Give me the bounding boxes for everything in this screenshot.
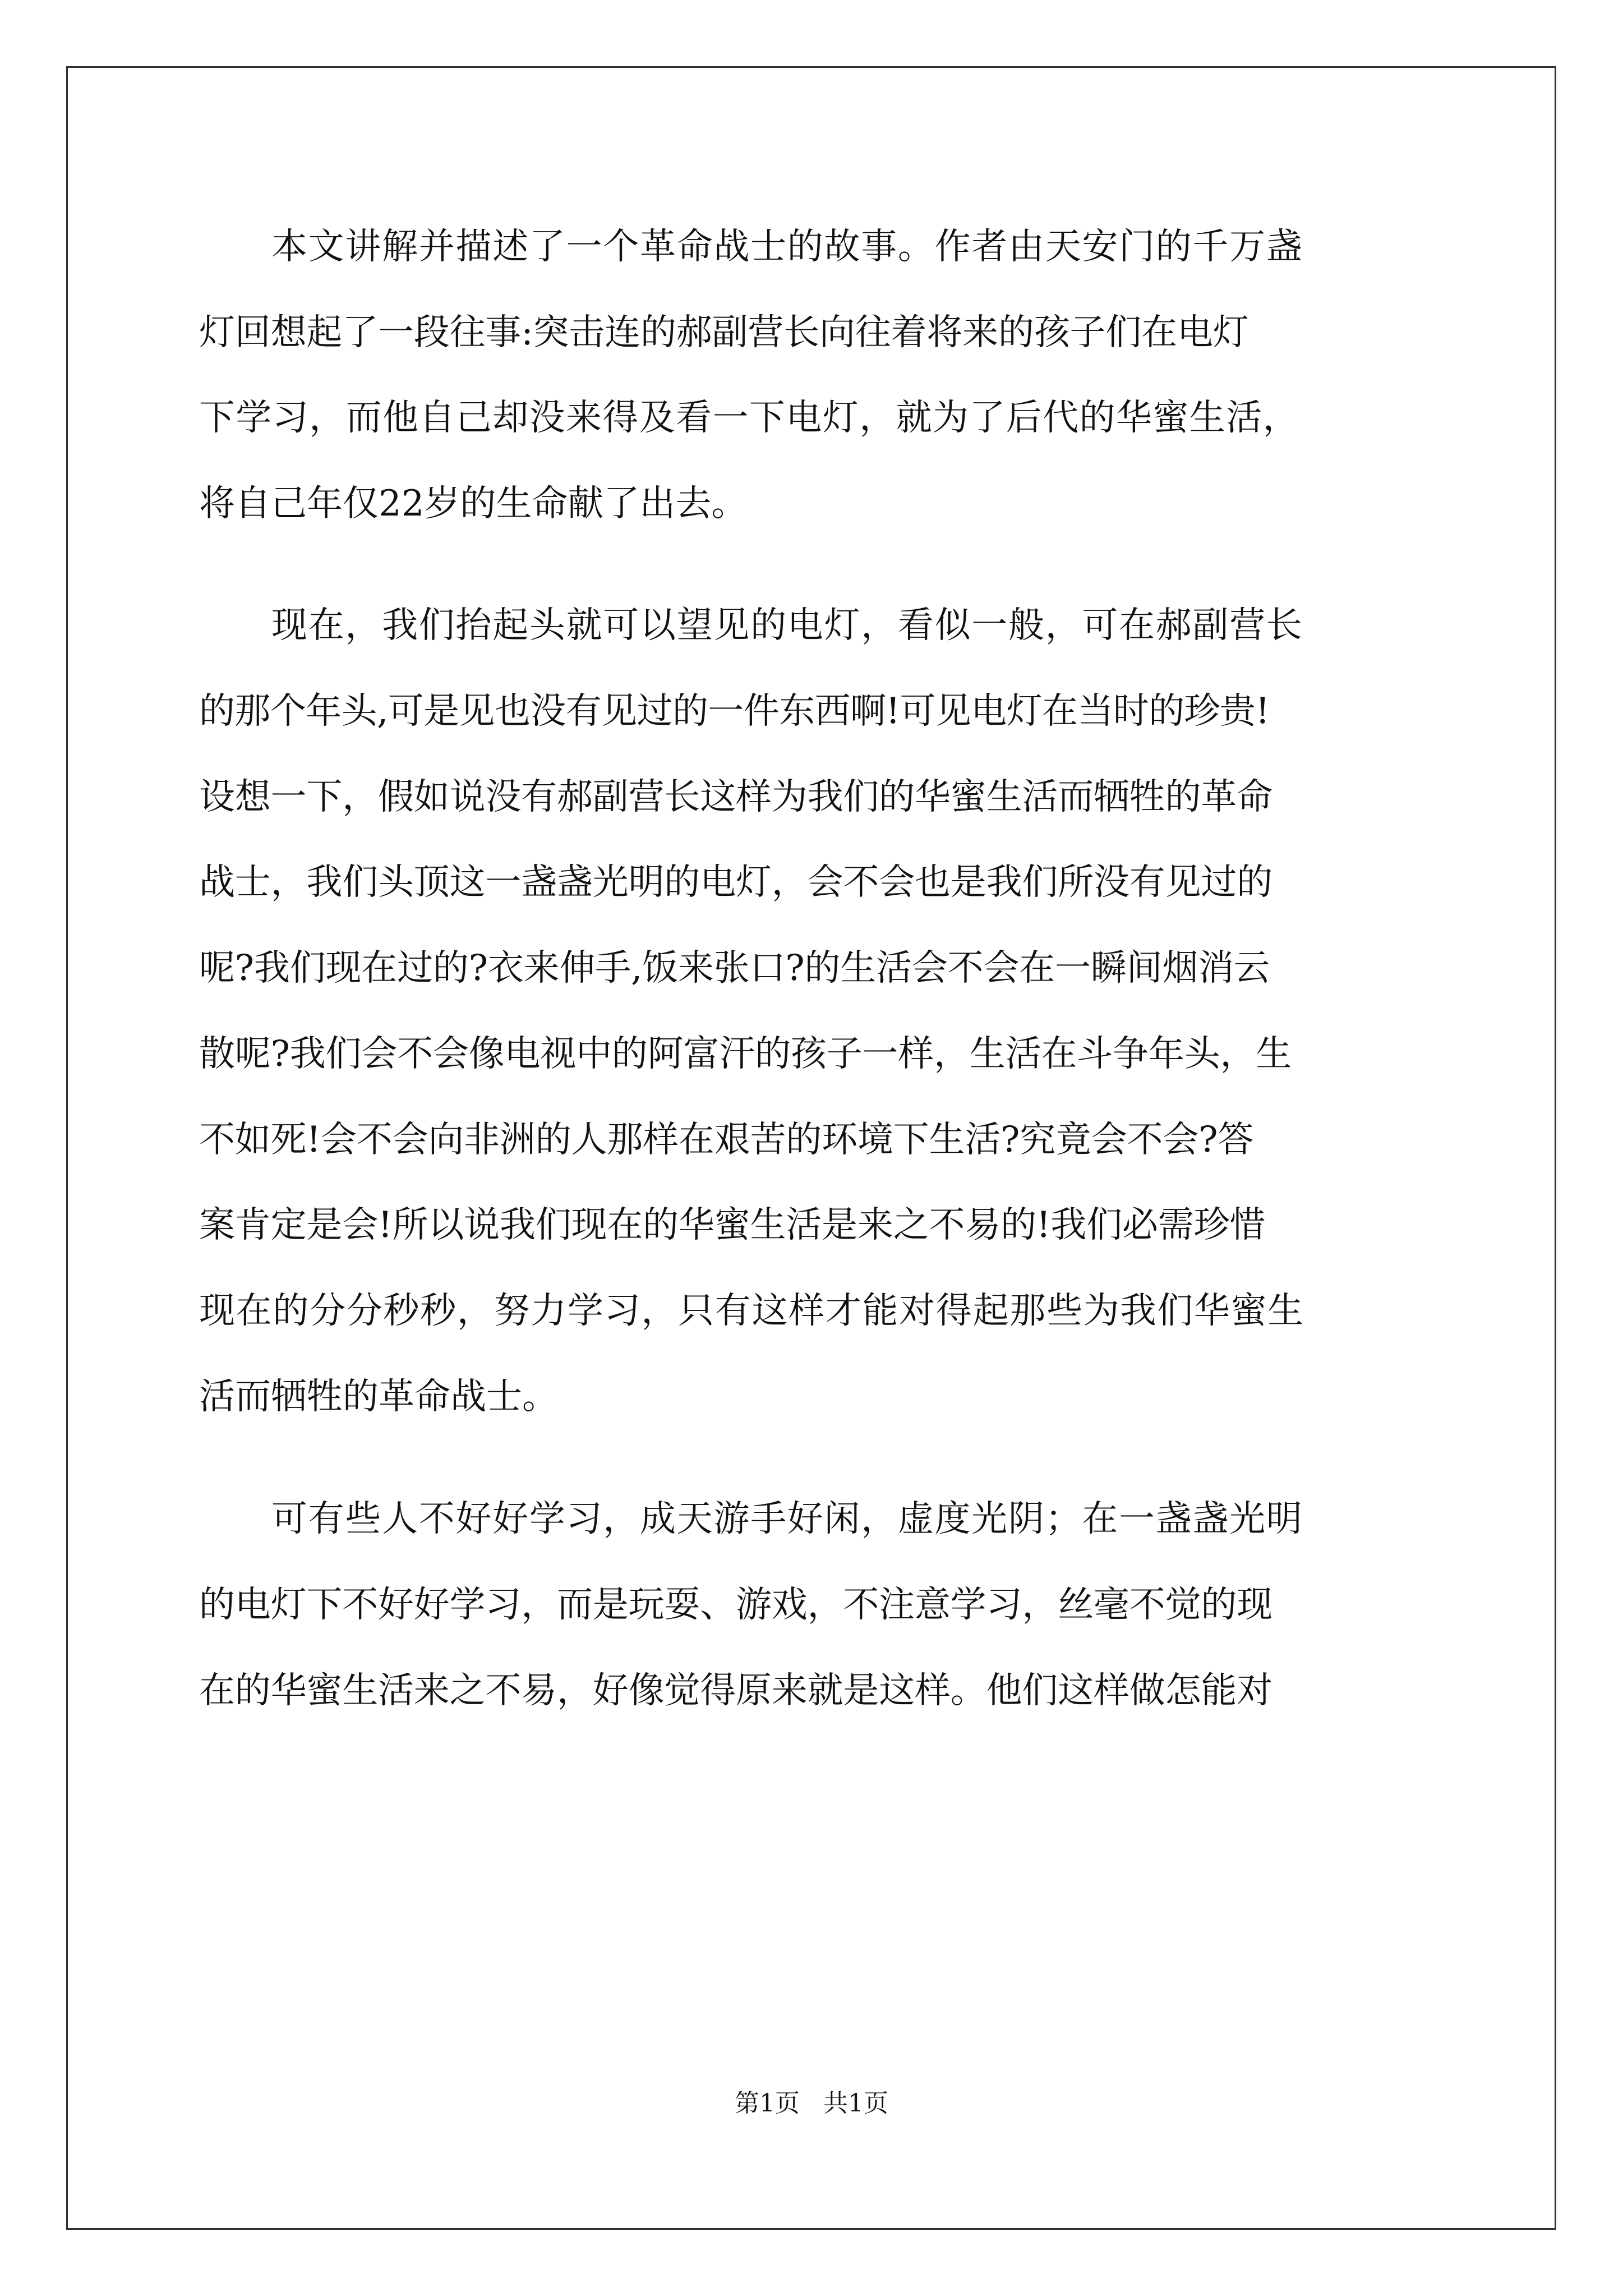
paragraph-2-line-1: 现在，我们抬起头就可以望见的电灯，看似一般，可在郝副营长 [271, 605, 1303, 646]
paragraph-2-line-9: 现在的分分秒秒，努力学习，只有这样才能对得起那些为我们华蜜生 [199, 1290, 1304, 1332]
paragraph-2-line-3: 设想一下，假如说没有郝副营长这样为我们的华蜜生活而牺牲的革命 [199, 776, 1272, 818]
paragraph-3-line-1: 可有些人不好好学习，成天游手好闲，虚度光阴；在一盏盏光明 [271, 1498, 1303, 1540]
paragraph-1-line-4: 将自己年仅22岁的生命献了出去。 [199, 483, 748, 524]
paragraph-2-line-5: 呢?我们现在过的?衣来伸手,饭来张口?的生活会不会在一瞬间烟消云 [199, 947, 1270, 989]
paragraph-2-line-7: 不如死!会不会向非洲的人那样在艰苦的环境下生活?究竟会不会?答 [199, 1119, 1254, 1161]
page-footer: 第1页 共1页 [735, 2089, 888, 2118]
paragraph-1-line-1: 本文讲解并描述了一个革命战士的故事。作者由天安门的千万盏 [271, 226, 1303, 268]
paragraph-2-line-10: 活而牺牲的革命战士。 [199, 1376, 558, 1418]
paragraph-2-line-8: 案肯定是会!所以说我们现在的华蜜生活是来之不易的!我们必需珍惜 [199, 1204, 1266, 1246]
paragraph-1-line-3: 下学习，而他自己却没来得及看一下电灯，就为了后代的华蜜生活， [199, 397, 1299, 439]
paragraph-2-line-6: 散呢?我们会不会像电视中的阿富汗的孩子一样，生活在斗争年头，生 [199, 1033, 1292, 1075]
paragraph-1-line-2: 灯回想起了一段往事:突击连的郝副营长向往着将来的孩子们在电灯 [199, 312, 1249, 353]
paragraph-3-line-3: 在的华蜜生活来之不易，好像觉得原来就是这样。他们这样做怎能对 [199, 1670, 1272, 1711]
paragraph-3-line-2: 的电灯下不好好学习，而是玩耍、游戏，不注意学习，丝毫不觉的现 [199, 1584, 1272, 1626]
paragraph-2-line-4: 战士，我们头顶这一盏盏光明的电灯，会不会也是我们所没有见过的 [199, 862, 1272, 903]
paragraph-2-line-2: 的那个年头,可是见也没有见过的一件东西啊!可见电灯在当时的珍贵! [199, 691, 1270, 732]
